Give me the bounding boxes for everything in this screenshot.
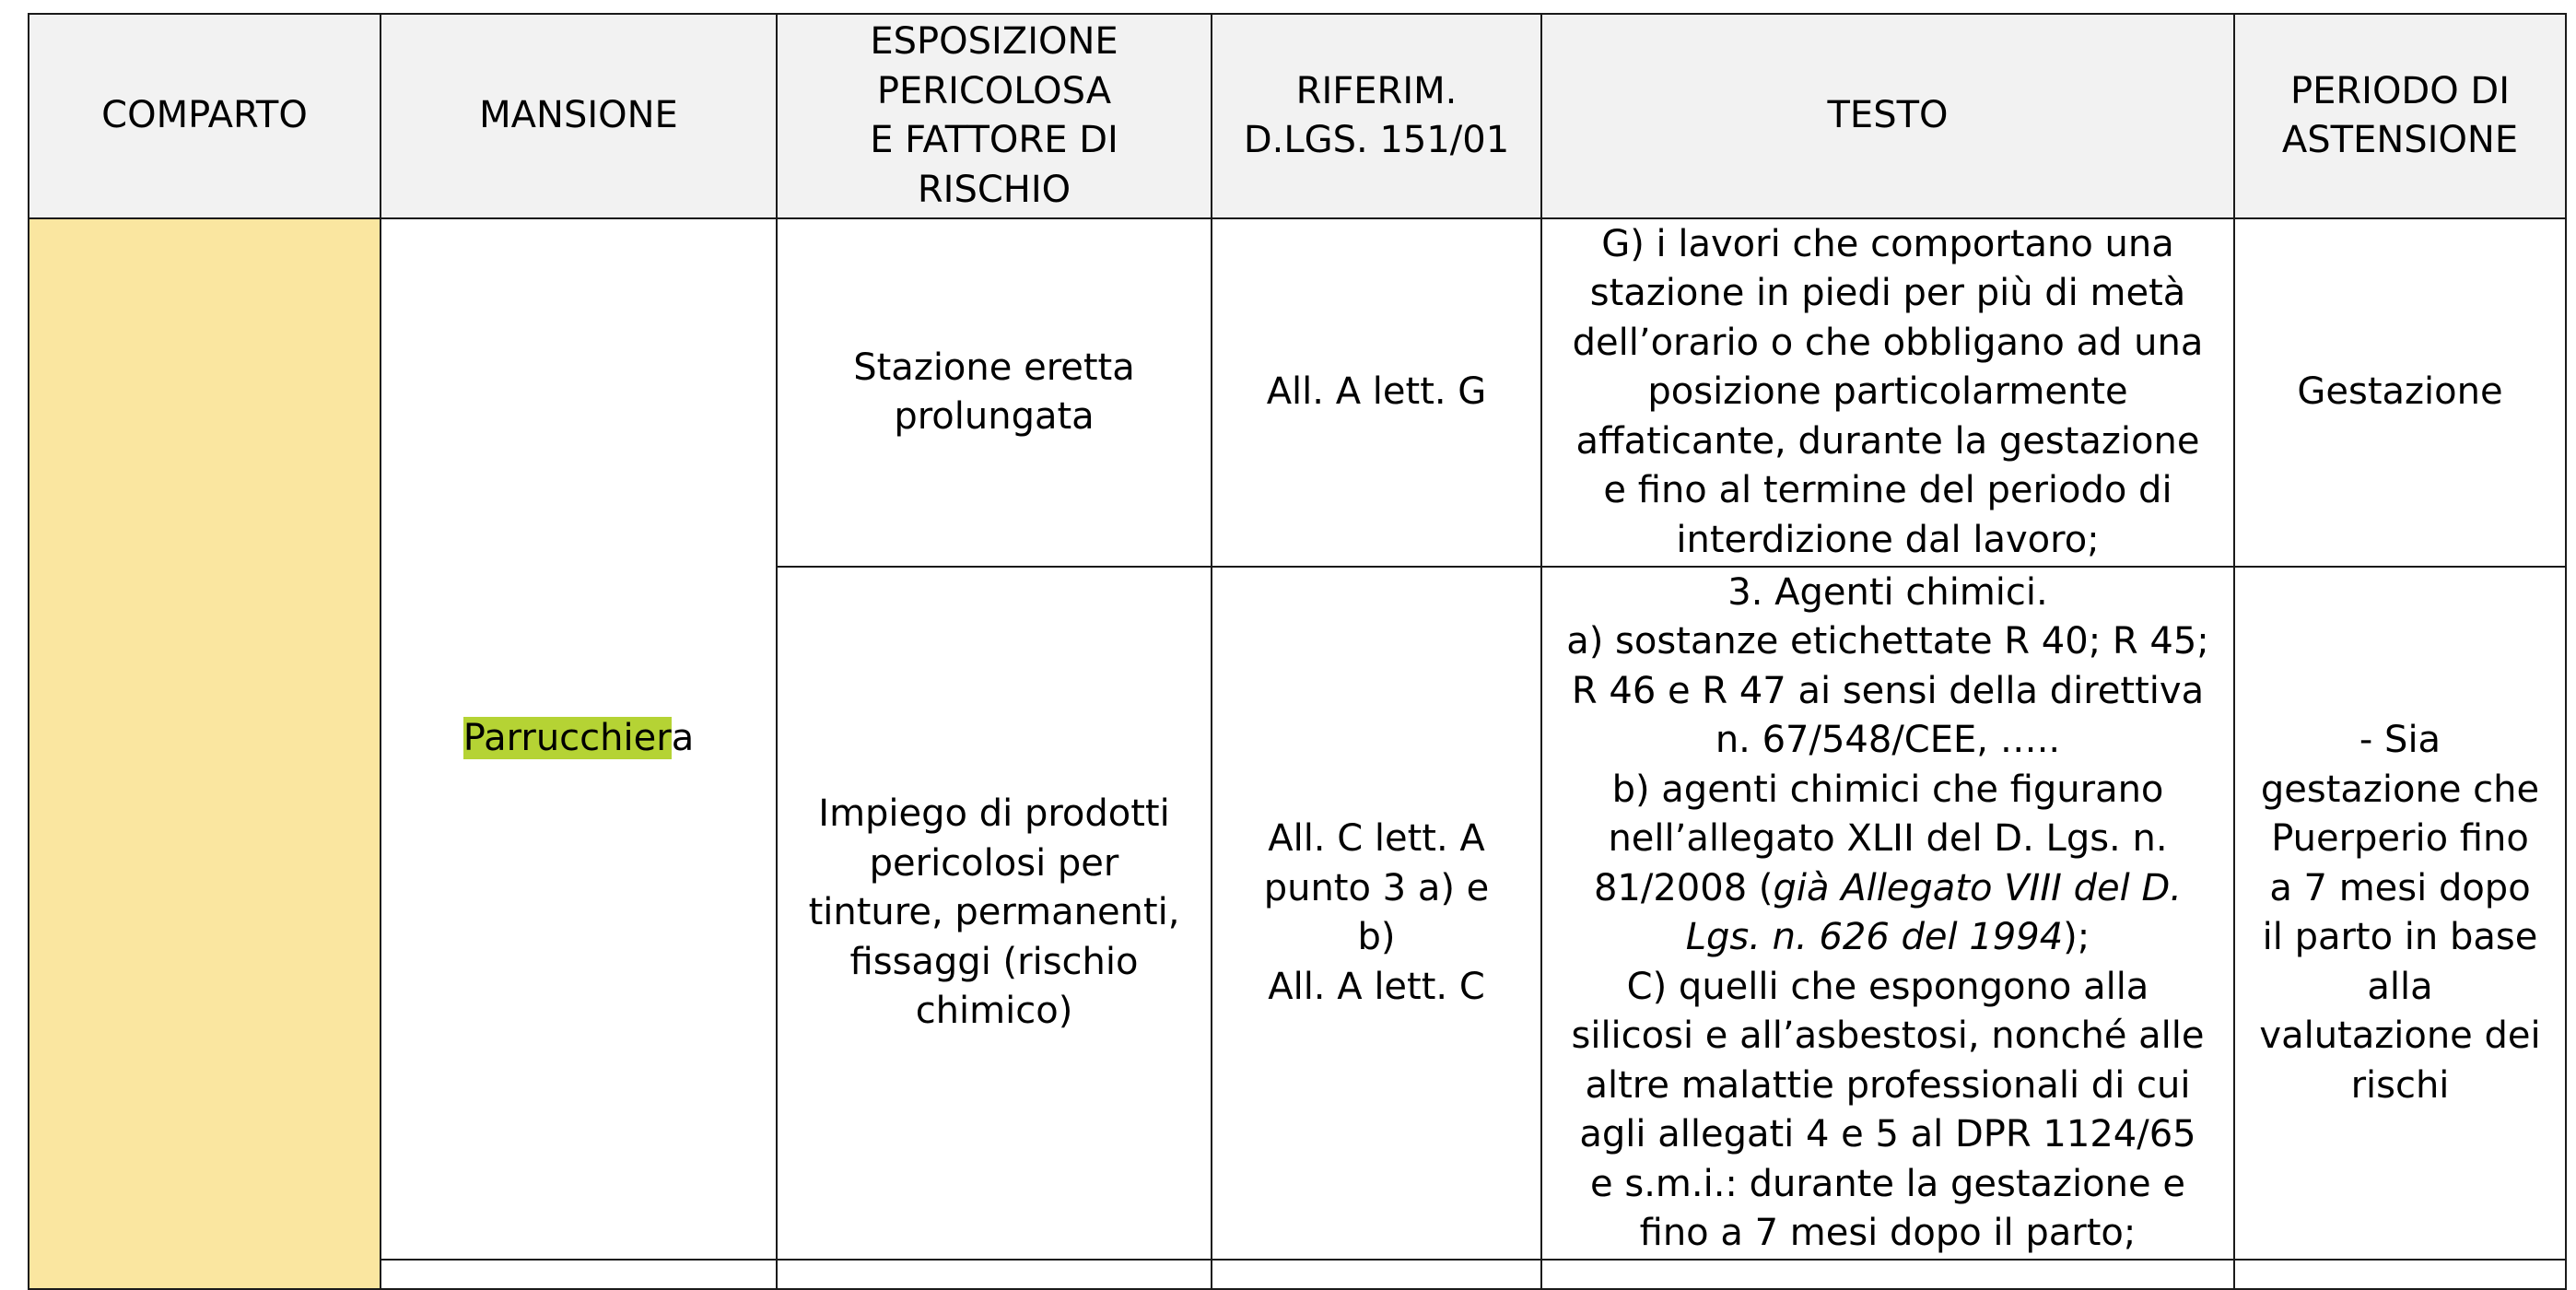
riferimento-cell: All. C lett. A punto 3 a) e b) All. A lett. C (1212, 567, 1541, 1260)
testo-cell: G) i lavori che comportano una stazione in piedi per più di metà dell’orario o che obbligano ad una posizione particolarmente affaticante, durante la gestazione e fino al termine del periodo di interdizione dal lavoro; (1541, 218, 2234, 567)
table-row (29, 218, 2566, 567)
header-riferimento: RIFERIM. D.LGS. 151/01 (1212, 14, 1541, 218)
highlighted-text: Parrucchier (463, 717, 672, 760)
header-testo: TESTO (1541, 14, 2234, 218)
esposizione-cell (777, 1260, 1212, 1289)
testo-cell: 3. Agenti chimici. a) sostanze etichettate R 40; R 45; R 46 e R 47 ai sensi della direttiva n. 67/548/CEE, ….. b) agenti chimici che figurano nell’allegato XLII del D. Lgs. n. 81/2008 (già Allegato VIII del D. Lgs. n. 626 del 1994); C) quelli che espongono alla silicosi e all’asbestosi, nonché alle altre malattie professionali di cui agli allegati 4 e 5 al DPR 1124/65 e s.m.i.: durante la gestazione e fino a 7 mesi dopo il parto; (1541, 567, 2234, 1260)
riferimento-cell: All. A lett. G (1212, 218, 1541, 567)
testo-cell (1541, 1260, 2234, 1289)
esposizione-cell: Stazione eretta prolungata (777, 218, 1212, 567)
header-periodo: PERIODO DI ASTENSIONE (2234, 14, 2566, 218)
periodo-cell: - Sia gestazione che Puerperio fino a 7 mesi dopo il parto in base alla valutazione dei rischi (2234, 567, 2566, 1260)
mansione-cell (381, 1260, 777, 1289)
header-row (29, 14, 2566, 218)
comparto-cell (29, 218, 381, 1289)
esposizione-cell: Impiego di prodotti pericolosi per tinture, permanenti, fissaggi (rischio chimico) (777, 567, 1212, 1260)
mansione-cell: Parrucchiera (381, 218, 777, 1260)
riferimento-cell (1212, 1260, 1541, 1289)
table-row-partial (29, 1260, 2566, 1289)
header-comparto: COMPARTO (29, 14, 381, 218)
header-mansione: MANSIONE (381, 14, 777, 218)
periodo-cell (2234, 1260, 2566, 1289)
header-esposizione: ESPOSIZIONE PERICOLOSA E FATTORE DI RISCHIO (777, 14, 1212, 218)
risk-table (28, 13, 2567, 1290)
periodo-cell: Gestazione (2234, 218, 2566, 567)
